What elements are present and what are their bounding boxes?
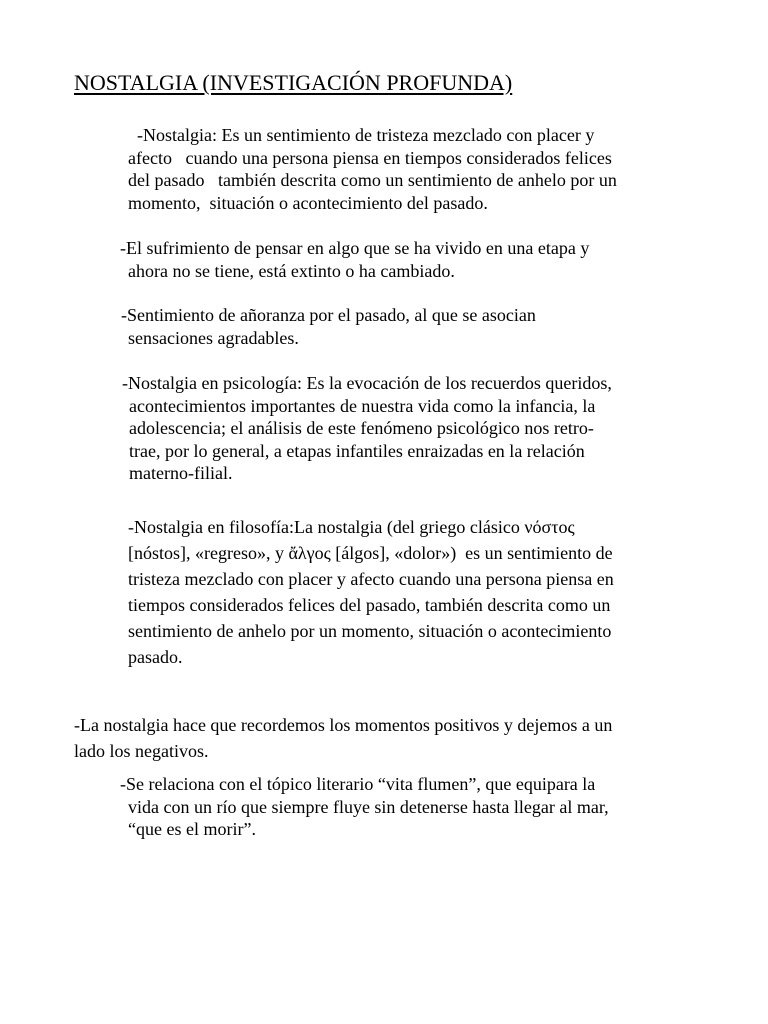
paragraph-line: -Se relaciona con el tópico literario “vita flumen”, que equipara la: [120, 774, 596, 794]
paragraph-line: -Sentimiento de añoranza por el pasado, al que se asocian: [121, 305, 536, 325]
paragraph-line: vida con un río que siempre fluye sin detenerse hasta llegar al mar,: [128, 796, 609, 817]
paragraph-vita-flumen: [120, 773, 609, 841]
paragraph-psychology: [122, 372, 612, 485]
paragraph-longing: [121, 304, 536, 349]
paragraph-line: sensaciones agradables.: [128, 327, 299, 348]
paragraph-line: [nóstos], «regreso», y ἄλγος [álgos], «dolor») es un sentimiento de: [128, 543, 613, 563]
paragraph-line: afecto cuando una persona piensa en tiempos considerados felices: [128, 147, 612, 168]
paragraph-line: del pasado también descrita como un sentimiento de anhelo por un: [128, 170, 617, 190]
paragraph-line: acontecimientos importantes de nuestra vida como la infancia, la: [129, 395, 596, 416]
paragraph-line: ahora no se tiene, está extinto o ha cambiado.: [128, 260, 455, 281]
paragraph-line: tiempos considerados felices del pasado, también descrita como un: [128, 595, 611, 615]
paragraph-line: -La nostalgia hace que recordemos los momentos positivos y dejemos a un: [74, 715, 613, 735]
paragraph-line: -Nostalgia en filosofía:La nostalgia (del griego clásico νόστος: [128, 517, 575, 537]
paragraph-line: lado los negativos.: [74, 741, 209, 761]
paragraph-suffering: [120, 237, 589, 282]
paragraph-positive-memories: [74, 712, 612, 764]
paragraph-line: momento, situación o acontecimiento del pasado.: [128, 192, 488, 213]
paragraph-line: -Nostalgia en psicología: Es la evocación de los recuerdos queridos,: [122, 373, 612, 393]
paragraph-line: “que es el morir”.: [128, 819, 256, 839]
paragraph-nostalgia-definition: [128, 124, 617, 214]
paragraph-philosophy: [128, 514, 614, 670]
document-title: NOSTALGIA (INVESTIGACIÓN PROFUNDA): [74, 70, 513, 95]
paragraph-line: -Nostalgia: Es un sentimiento de tristeza mezclado con placer y: [128, 125, 595, 145]
paragraph-line: -El sufrimiento de pensar en algo que se ha vivido en una etapa y: [120, 238, 590, 258]
paragraph-line: trae, por lo general, a etapas infantiles enraizadas en la relación: [129, 440, 585, 461]
paragraph-line: pasado.: [128, 647, 183, 667]
paragraph-line: sentimiento de anhelo por un momento, situación o acontecimiento: [128, 621, 612, 641]
paragraph-line: adolescencia; el análisis de este fenómeno psicológico nos retro-: [129, 418, 594, 438]
paragraph-line: materno-filial.: [129, 463, 233, 483]
paragraph-line: tristeza mezclado con placer y afecto cuando una persona piensa en: [128, 569, 614, 589]
